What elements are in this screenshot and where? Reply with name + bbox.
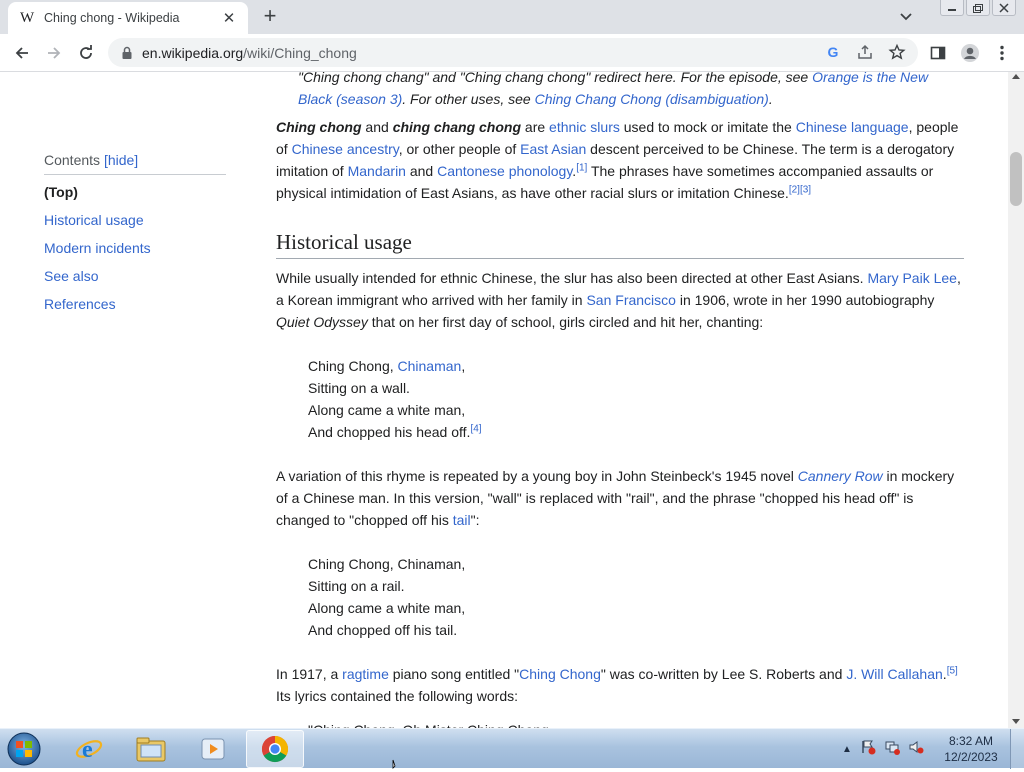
show-hidden-icons-icon[interactable]: ▲ xyxy=(842,743,852,755)
close-window-button[interactable] xyxy=(992,0,1016,16)
historical-paragraph-1: While usually intended for ethnic Chinese, the slur has also been directed at other East Asians. Mary Paik Lee, a Korean immigrant who arrived with her family in San Francisco in 1906, wrote in her 1990 autobiography Quiet Odyssey that on her first day of school, girls circled and hit her, chanting: xyxy=(276,270,961,330)
toc-item-modern-incidents[interactable]: Modern incidents xyxy=(44,240,151,256)
page-viewport xyxy=(0,69,1008,728)
svg-text:e: e xyxy=(82,737,93,763)
tab-title: Ching chong - Wikipedia xyxy=(44,11,180,25)
browser-tab[interactable] xyxy=(8,2,248,34)
chrome-taskbar-icon[interactable] xyxy=(246,730,304,768)
show-desktop-button[interactable] xyxy=(1010,729,1024,769)
poem-1: Ching Chong, Chinaman, Sitting on a wall. Along came a white man, And chopped his head off.[4] xyxy=(308,358,482,440)
toc-hide-link[interactable]: [hide] xyxy=(103,152,139,168)
link-j-will-callahan[interactable]: J. Will Callahan xyxy=(846,666,943,682)
link-ragtime[interactable]: ragtime xyxy=(342,666,389,682)
link-ching-chong-song[interactable]: Ching Chong xyxy=(519,666,601,682)
lock-icon xyxy=(120,46,134,60)
link-cannery-row[interactable]: Cannery Row xyxy=(797,468,883,484)
forward-button[interactable] xyxy=(42,41,66,65)
system-clock[interactable] xyxy=(940,733,1002,765)
network-icon[interactable] xyxy=(884,739,900,760)
link-chinese-ancestry[interactable]: Chinese ancestry xyxy=(291,141,399,157)
hatnote-link-disambiguation[interactable]: Ching Chang Chong (disambiguation) xyxy=(534,91,769,107)
clock-date: 12/2/2023 xyxy=(944,750,998,764)
clock-time: 8:32 AM xyxy=(948,734,994,748)
file-explorer-taskbar-icon[interactable] xyxy=(122,730,180,768)
historical-paragraph-3: In 1917, a ragtime piano song entitled "Ching Chong" was co-written by Lee S. Roberts and J. Will Callahan.[5] Its lyrics contained the following words: xyxy=(276,665,958,704)
scroll-up-arrow-icon[interactable] xyxy=(1012,74,1020,79)
link-san-francisco[interactable]: San Francisco xyxy=(586,292,676,308)
menu-kebab-icon[interactable] xyxy=(990,41,1014,65)
article-body xyxy=(276,66,966,763)
link-chinaman[interactable]: Chinaman xyxy=(397,358,462,374)
ref-2[interactable]: [2] xyxy=(788,184,800,196)
ref-3[interactable]: [3] xyxy=(799,184,812,196)
link-mary-paik-lee[interactable]: Mary Paik Lee xyxy=(867,270,957,286)
toc-item-historical-usage[interactable]: Historical usage xyxy=(44,212,144,228)
ref-5[interactable]: [5] xyxy=(946,665,958,677)
window-controls xyxy=(940,0,1016,16)
poem-2: Ching Chong, Chinaman, Sitting on a rail. Along came a white man, And chopped off his tail. xyxy=(308,556,466,638)
toc-item-top[interactable]: (Top) xyxy=(44,184,78,200)
restore-button[interactable] xyxy=(966,0,990,16)
reload-icon xyxy=(77,44,95,62)
media-player-taskbar-icon[interactable] xyxy=(184,730,242,768)
link-ethnic-slurs[interactable]: ethnic slurs xyxy=(549,119,620,135)
hatnote: "Ching chong chang" and "Ching chang chong" redirect here. For the episode, see Orange is the New Black (season 3). For other uses, see Ching Chang Chong (disambiguation). xyxy=(298,69,929,107)
link-chinese-language[interactable]: Chinese language xyxy=(795,119,909,135)
toc-heading: Contents [hide] xyxy=(44,152,226,175)
link-cantonese-phonology[interactable]: Cantonese phonology xyxy=(437,163,573,179)
back-arrow-icon xyxy=(13,44,31,62)
toc-item-references[interactable]: References xyxy=(44,296,116,312)
address-bar[interactable] xyxy=(108,38,918,67)
back-button[interactable] xyxy=(10,41,34,65)
ref-4[interactable]: [4] xyxy=(470,423,482,435)
link-east-asian[interactable]: East Asian xyxy=(520,141,587,157)
tab-search-chevron-down-icon[interactable] xyxy=(897,7,915,25)
url-text: en.wikipedia.org/wiki/Ching_chong xyxy=(142,44,357,61)
share-icon[interactable] xyxy=(856,43,874,61)
tab-strip xyxy=(0,0,1024,34)
reload-button[interactable] xyxy=(74,41,98,65)
hatnote-link-orange[interactable]: Orange is the New Black (season 3) xyxy=(298,69,929,107)
link-tail[interactable]: tail xyxy=(452,512,471,528)
taskbar xyxy=(0,728,1024,768)
system-tray xyxy=(842,729,924,769)
profile-avatar-icon[interactable] xyxy=(958,41,982,65)
start-button[interactable] xyxy=(4,731,44,767)
forward-arrow-icon xyxy=(45,44,63,62)
wikipedia-favicon-icon: W xyxy=(20,9,35,26)
scrollbar-thumb[interactable] xyxy=(1010,152,1022,206)
tab-close-icon[interactable]: ✕ xyxy=(222,10,236,27)
new-tab-button[interactable]: + xyxy=(263,3,277,28)
mouse-cursor-icon xyxy=(392,760,404,768)
lead-paragraph: Ching chong and ching chang chong are ethnic slurs used to mock or imitate the Chinese language, people of Chinese ancestry, or other people of East Asian descent perceived to be Chinese. The term is a derogatory imitation of Mandarin and Cantonese phonology.[1] The phrases have sometimes accompanied assaults or physical intimidation of East Asians, as have other racial slurs or imitation Chinese.[2][3] xyxy=(276,119,959,201)
historical-paragraph-2: A variation of this rhyme is repeated by a young boy in John Steinbeck's 1945 novel Cannery Row in mockery of a Chinese man. In this version, "wall" is replaced with "rail", and the phrase "chopped his head off" is changed to "chopped off his tail": xyxy=(276,468,955,528)
link-mandarin[interactable]: Mandarin xyxy=(347,163,406,179)
scroll-down-arrow-icon[interactable] xyxy=(1012,719,1020,724)
action-center-flag-icon[interactable] xyxy=(860,739,876,760)
section-heading-historical-usage: Historical usage xyxy=(276,228,964,259)
ref-1[interactable]: [1] xyxy=(576,162,588,174)
volume-muted-icon[interactable] xyxy=(908,739,924,760)
toc-item-see-also[interactable]: See also xyxy=(44,268,99,284)
internet-explorer-taskbar-icon[interactable] xyxy=(60,730,118,768)
bookmark-star-icon[interactable] xyxy=(888,43,906,61)
minimize-button[interactable] xyxy=(940,0,964,16)
side-panel-icon[interactable] xyxy=(926,41,950,65)
google-lens-icon[interactable]: G xyxy=(827,44,839,60)
page-scrollbar[interactable] xyxy=(1008,72,1024,728)
table-of-contents xyxy=(44,152,226,321)
windows-orb-icon xyxy=(4,731,44,767)
